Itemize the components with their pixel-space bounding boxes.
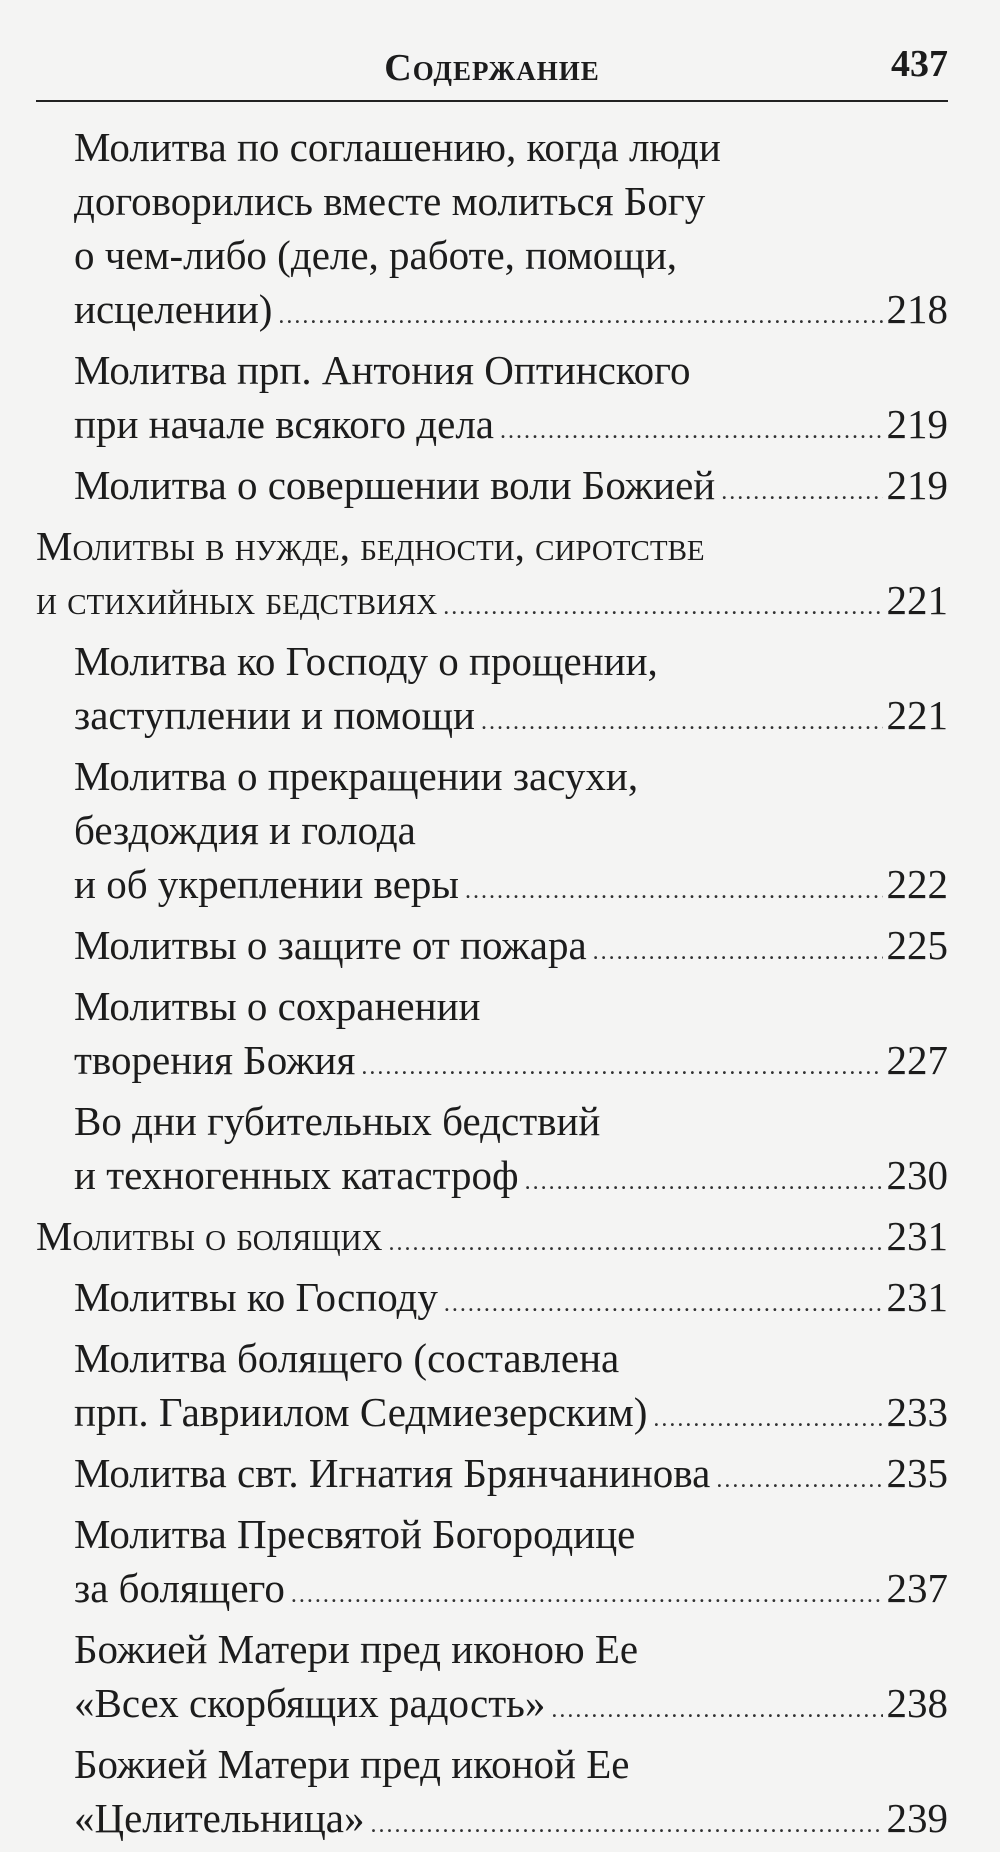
toc-entry (36, 1446, 948, 1507)
entry-text: заступлении и помощи (74, 692, 475, 738)
toc-section-heading (36, 1209, 948, 1270)
toc-section-heading (36, 519, 948, 634)
entry-text: Молитва по соглашению, когда люди (74, 124, 721, 170)
entry-text: исцелении) (74, 286, 273, 332)
entry-page-number: 233 (886, 1389, 948, 1435)
dot-leader (361, 1040, 882, 1094)
toc-entry (36, 1094, 948, 1209)
entry-page-number: 238 (886, 1680, 948, 1726)
section-text: и стихийных бедствиях (36, 577, 438, 623)
entry-text: «Всех скорбящих радость» (74, 1680, 546, 1726)
toc-entry (36, 979, 948, 1094)
dot-leader (716, 1453, 882, 1507)
section-text: Молитвы о болящих (36, 1213, 383, 1259)
dot-leader (593, 925, 883, 979)
entry-text: Молитва свт. Игнатия Брянчанинова (74, 1450, 711, 1496)
section-text: Молитвы в нужде, бедности, сиротстве (36, 523, 705, 569)
dot-leader (278, 289, 882, 343)
entry-text: прп. Гавриилом Седмиезерским) (74, 1389, 648, 1435)
entry-text: Божией Матери пред иконой Ее (74, 1741, 630, 1787)
dot-leader (481, 695, 883, 749)
toc-entry (36, 343, 948, 458)
dot-leader (500, 404, 883, 458)
toc-entry (36, 120, 948, 343)
entry-text: Молитвы ко Господу (74, 1274, 438, 1320)
entry-text: за болящего (74, 1565, 285, 1611)
toc-entry (36, 1737, 948, 1852)
entry-text: Божией Матери пред иконою Ее (74, 1626, 639, 1672)
entry-text: Молитва прп. Антония Оптинского (74, 347, 691, 393)
dot-leader (444, 1277, 883, 1331)
entry-text: и техногенных катастроф (74, 1152, 519, 1198)
entry-text: Молитва Пресвятой Богородице (74, 1511, 636, 1557)
page-number: 437 (891, 43, 948, 85)
toc-entry (36, 1507, 948, 1622)
entry-text: при начале всякого дела (74, 401, 494, 447)
entry-text: творения Божия (74, 1037, 356, 1083)
header-rule (36, 100, 948, 102)
running-title: Содержание (384, 47, 600, 89)
entry-text: договорились вместе молиться Богу (74, 178, 706, 224)
entry-text: Молитва о совершении воли Божией (74, 462, 716, 508)
table-of-contents (36, 120, 948, 1852)
dot-leader (291, 1568, 883, 1622)
dot-leader (371, 1798, 883, 1852)
toc-entry (36, 1622, 948, 1737)
toc-entry (36, 749, 948, 918)
entry-page-number: 231 (886, 1213, 948, 1259)
entry-text: Молитва ко Господу о прощении, (74, 638, 658, 684)
entry-text: бездождия и голода (74, 807, 416, 853)
dot-leader (551, 1683, 882, 1737)
toc-entry (36, 458, 948, 519)
dot-leader (525, 1155, 883, 1209)
entry-page-number: 231 (886, 1274, 948, 1320)
entry-page-number: 239 (886, 1795, 948, 1841)
entry-text: Молитвы о защите от пожара (74, 922, 587, 968)
entry-text: Молитвы о сохранении (74, 983, 481, 1029)
entry-page-number: 225 (886, 922, 948, 968)
entry-page-number: 222 (886, 861, 948, 907)
running-head (36, 42, 948, 94)
entry-text: о чем-либо (деле, работе, помощи, (74, 232, 678, 278)
entry-page-number: 219 (886, 401, 948, 447)
dot-leader (443, 580, 882, 634)
entry-page-number: 230 (886, 1152, 948, 1198)
entry-page-number: 221 (886, 692, 948, 738)
toc-entry (36, 1331, 948, 1446)
entry-page-number: 235 (886, 1450, 948, 1496)
dot-leader (465, 864, 883, 918)
entry-page-number: 221 (886, 577, 948, 623)
entry-page-number: 219 (886, 462, 948, 508)
entry-page-number: 237 (886, 1565, 948, 1611)
toc-entry (36, 1270, 948, 1331)
dot-leader (653, 1392, 882, 1446)
entry-text: Во дни губительных бедствий (74, 1098, 601, 1144)
entry-page-number: 227 (886, 1037, 948, 1083)
entry-page-number: 218 (886, 286, 948, 332)
dot-leader (721, 465, 882, 519)
entry-text: Молитва о прекращении засухи, (74, 753, 639, 799)
dot-leader (388, 1216, 882, 1270)
entry-text: и об укреплении веры (74, 861, 459, 907)
entry-text: «Целительница» (74, 1795, 365, 1841)
entry-text: Молитва болящего (составлена (74, 1335, 620, 1381)
toc-entry (36, 918, 948, 979)
toc-entry (36, 634, 948, 749)
